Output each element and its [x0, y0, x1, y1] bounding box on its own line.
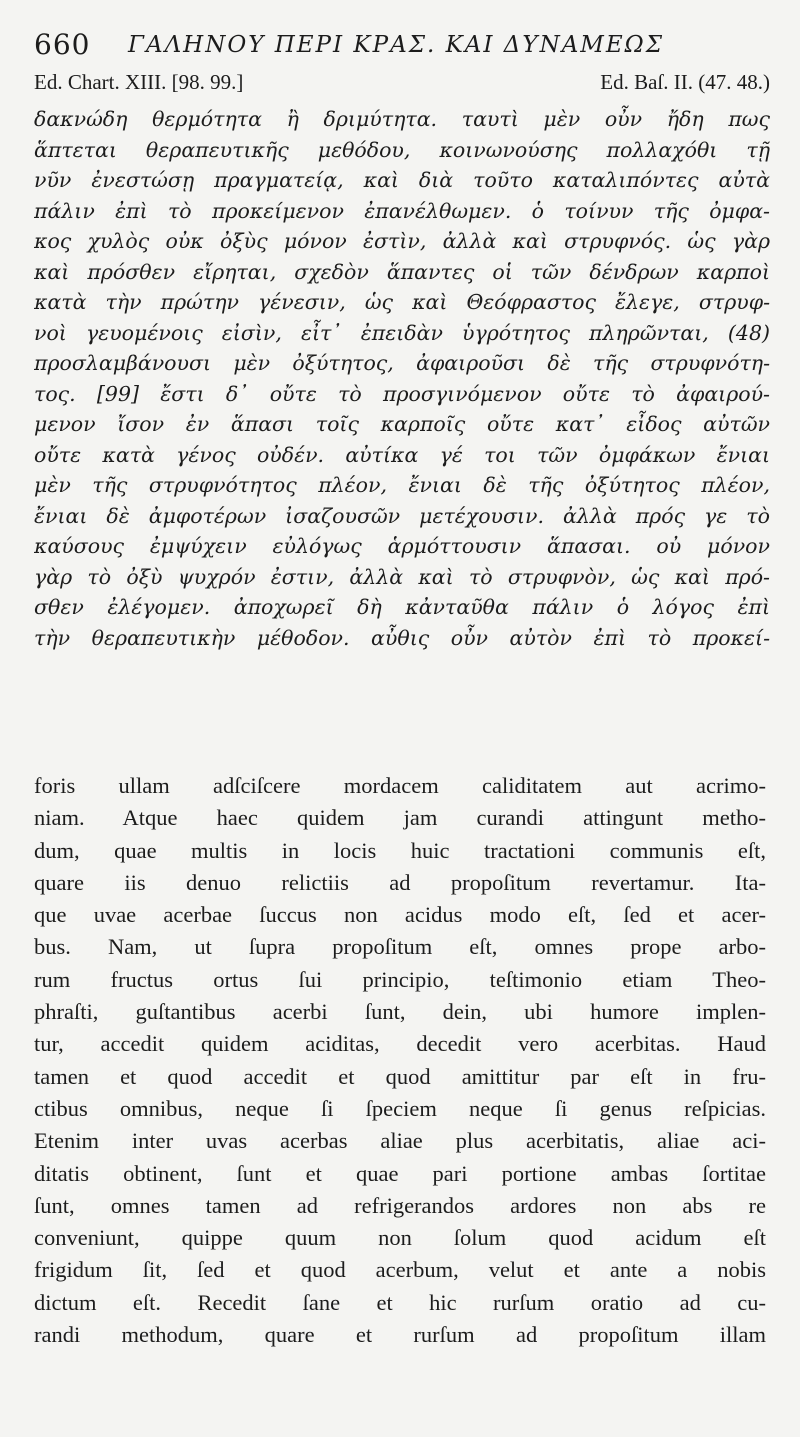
- greek-text-line: πάλιν ἐπὶ τὸ προκείμενον ἐπανέλθωμεν. ὁ τοίνυν τῆς ὀμφα-: [34, 198, 770, 223]
- latin-text-line: rum fructus ortus ſui principio, teſtimonio etiam Theo-: [34, 966, 766, 992]
- greek-text-block: [34, 104, 770, 653]
- latin-text-line: quare iis denuo relictiis ad propoſitum revertamur. Ita-: [34, 869, 766, 895]
- greek-text-line: τος. [99] ἔστι δ᾽ οὔτε τὸ προσγινόμενον οὔτε τὸ ἀφαιρού-: [34, 381, 770, 406]
- latin-text-line: bus. Nam, ut ſupra propoſitum eſt, omnes prope arbo-: [34, 934, 766, 960]
- greek-text-line: οὔτε κατὰ γένος οὐδέν. αὐτίκα γέ τοι τῶν ὀμφάκων ἔνιαι: [34, 442, 770, 467]
- greek-text-line: καύσους ἐμψύχειν εὐλόγως ἁρμόττουσιν ἅπασαι. οὐ μόνον: [34, 534, 770, 558]
- latin-text-line: randi methodum, quare et rurſum ad propoſitum illam: [34, 1322, 766, 1348]
- edition-reference-basel: Ed. Baſ. II. (47. 48.): [600, 70, 770, 94]
- greek-text-line: ἔνιαι δὲ ἀμφοτέρων ἰσαζουσῶν μετέχουσιν. ἀλλὰ πρός γε τὸ: [34, 503, 770, 528]
- greek-text-line: γὰρ τὸ ὀξὺ ψυχρόν ἐστιν, ἀλλὰ καὶ τὸ στρυφνὸν, ὡς καὶ πρό-: [34, 564, 770, 589]
- greek-text-line: νοὶ γευομένοις εἰσὶν, εἶτ᾽ ἐπειδὰν ὑγρότητος πληρῶνται, (48): [34, 320, 770, 345]
- latin-text-line: foris ullam adſciſcere mordacem caliditatem aut acrimo-: [34, 773, 766, 798]
- latin-text-line: tamen et quod accedit et quod amittitur par eſt in fru-: [34, 1063, 766, 1089]
- greek-text-line: σθεν ἐλέγομεν. ἀποχωρεῖ δὴ κἀνταῦθα πάλιν ὁ λόγος ἐπὶ: [34, 595, 770, 619]
- latin-text-line: phraſti, guſtantibus acerbi ſunt, dein, ubi humore implen-: [34, 999, 766, 1025]
- greek-text-line: τὴν θεραπευτικὴν μέθοδον. αὖθις οὖν αὐτὸν ἐπὶ τὸ προκεί-: [34, 625, 770, 650]
- latin-text-line: que uvae acerbae ſuccus non acidus modo eſt, ſed et acer-: [34, 902, 766, 928]
- greek-text-line: νῦν ἐνεστώσῃ πραγματείᾳ, καὶ διὰ τοῦτο καταλιπόντες αὐτὰ: [34, 168, 770, 192]
- edition-reference-line: [34, 70, 770, 100]
- latin-text-line: ctibus omnibus, neque ſi ſpeciem neque ſi genus reſpicias.: [34, 1095, 766, 1121]
- greek-text-line: προσλαμβάνουσι μὲν ὀξύτητος, ἀφαιροῦσι δὲ τῆς στρυφνότη-: [34, 351, 770, 375]
- latin-text-line: frigidum ſit, ſed et quod acerbum, velut et ante a nobis: [34, 1257, 766, 1283]
- greek-text-line: ἅπτεται θεραπευτικῆς μεθόδου, κοινωνούσης πολλαχόθι τῇ: [34, 137, 770, 162]
- greek-text-line: κατὰ τὴν πρώτην γένεσιν, ὡς καὶ Θεόφραστος ἔλεγε, στρυφ-: [34, 290, 770, 314]
- latin-text-block: [34, 770, 766, 1351]
- greek-text-line: μὲν τῆς στρυφνότητος πλέον, ἔνιαι δὲ τῆς ὀξύτητος πλέον,: [34, 473, 770, 497]
- edition-reference-chartier: Ed. Chart. XIII. [98. 99.]: [34, 70, 244, 94]
- greek-text-line: κος χυλὸς οὐκ ὀξὺς μόνον ἐστὶν, ἀλλὰ καὶ στρυφνός. ὡς γὰρ: [34, 229, 770, 253]
- latin-text-line: niam. Atque haec quidem jam curandi attingunt metho-: [34, 805, 766, 831]
- latin-text-line: ditatis obtinent, ſunt et quae pari portione ambas ſortitae: [34, 1160, 766, 1186]
- latin-text-line: ſunt, omnes tamen ad refrigerandos ardores non abs re: [34, 1192, 766, 1218]
- greek-text-line: δακνώδη θερμότητα ἢ δριμύτητα. ταυτὶ μὲν οὖν ἤδη πως: [34, 107, 770, 131]
- greek-text-line: μενον ἴσον ἐν ἅπασι τοῖς καρποῖς οὔτε κατ᾽ εἶδος αὐτῶν: [34, 412, 770, 436]
- latin-text-line: dum, quae multis in locis huic tractationi communis eſt,: [34, 837, 766, 863]
- page-header: [34, 28, 774, 64]
- latin-text-line: tur, accedit quidem aciditas, decedit vero acerbitas. Haud: [34, 1031, 766, 1057]
- latin-text-line: dictum eſt. Recedit ſane et hic rurſum oratio ad cu-: [34, 1289, 766, 1315]
- latin-text-line: conveniunt, quippe quum non ſolum quod acidum eſt: [34, 1225, 766, 1251]
- running-title: ΓΑΛΗΝΟΥ ΠΕΡΙ ΚΡΑΣ. ΚΑΙ ΔΥΝΑΜΕΩΣ: [128, 32, 664, 58]
- greek-text-line: καὶ πρόσθεν εἴρηται, σχεδὸν ἅπαντες οἱ τῶν δένδρων καρποὶ: [34, 259, 770, 284]
- latin-text-line: Etenim inter uvas acerbas aliae plus acerbitatis, aliae aci-: [34, 1128, 766, 1154]
- page-number: 660: [34, 28, 91, 61]
